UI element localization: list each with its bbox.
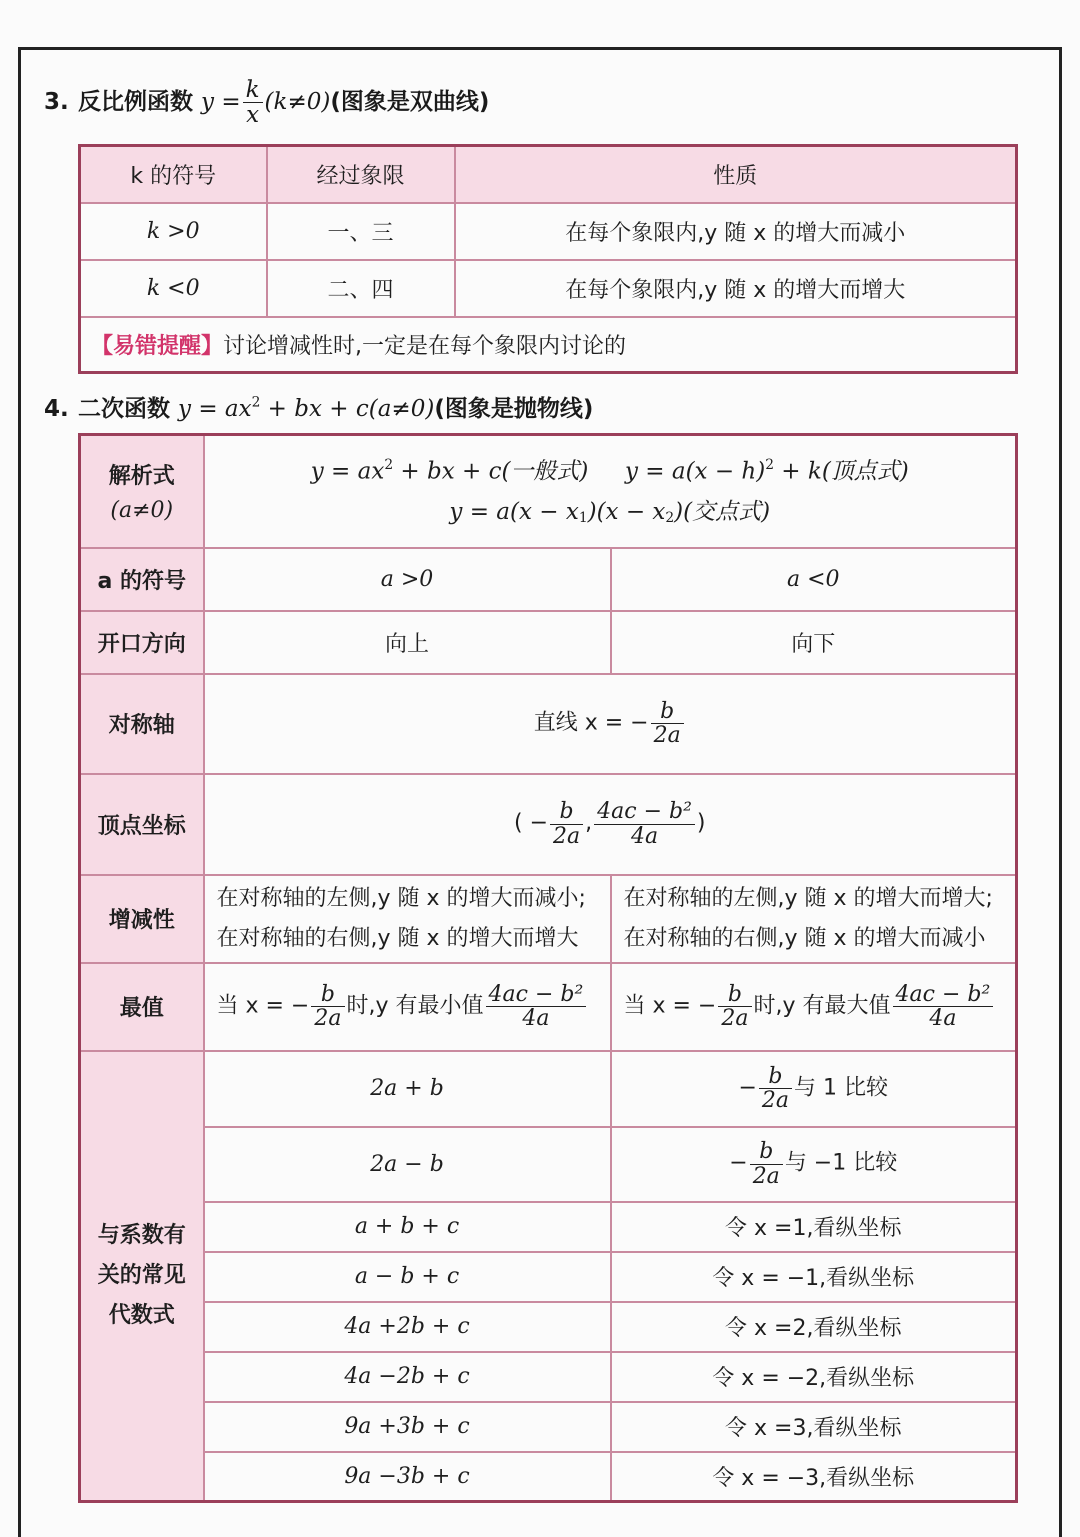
fraction-numerator: 4ac − b² [893, 983, 994, 1007]
monotonicity-row [80, 875, 1017, 963]
fraction-numerator: k [243, 78, 263, 103]
warning-cell [80, 317, 1017, 373]
coef-row [80, 1452, 1017, 1502]
table-row [80, 260, 1017, 317]
section-subtitle: (图象是抛物线) [434, 396, 594, 422]
sign-cell: k >0 [80, 203, 267, 260]
exponent: 2 [765, 457, 774, 474]
fraction [759, 1065, 792, 1112]
formula-condition: (a≠0) [368, 396, 435, 422]
header-cell: k 的符号 [80, 146, 267, 203]
coef-expr-cell: 9a −3b + c [204, 1452, 611, 1502]
vertex-cell [204, 774, 1017, 875]
axis-cell [204, 674, 1017, 774]
coef-row [80, 1127, 1017, 1202]
table-header-row [80, 146, 1017, 203]
text-line: 在对称轴的右侧,y 随 x 的增大而减小 [623, 925, 986, 951]
coef-expr-cell: 4a −2b + c [204, 1352, 611, 1402]
vertex-row [80, 774, 1017, 875]
row-label: 顶点坐标 [80, 774, 204, 875]
coef-row [80, 1252, 1017, 1302]
comma: , [585, 811, 593, 836]
coef-row [80, 1302, 1017, 1352]
fraction [243, 78, 263, 127]
coef-row [80, 1202, 1017, 1252]
coef-row [80, 1051, 1017, 1127]
expression-row [80, 435, 1017, 548]
section-number: 3. [44, 89, 69, 116]
coef-rule-cell [611, 1051, 1017, 1127]
coef-rule-cell: 令 x =2,看纵坐标 [611, 1302, 1017, 1352]
text-part: − [738, 1075, 757, 1101]
text-line: 在对称轴的右侧,y 随 x 的增大而增大 [216, 925, 579, 951]
paren-open: ( − [514, 811, 549, 836]
axis-row [80, 674, 1017, 774]
formula-part: y = ax [178, 396, 252, 422]
formula-part: y = ax [310, 458, 385, 485]
fraction-numerator: b [759, 1065, 792, 1089]
coef-expr-cell: 9a +3b + c [204, 1402, 611, 1452]
fraction-denominator: 2a [761, 1088, 790, 1113]
header-cell: 经过象限 [267, 146, 455, 203]
coef-expr-cell: a + b + c [204, 1202, 611, 1252]
row-label: 最值 [80, 963, 204, 1051]
coef-rule-cell: 令 x = −3,看纵坐标 [611, 1452, 1017, 1502]
coef-rule-cell: 令 x = −2,看纵坐标 [611, 1352, 1017, 1402]
row-label-line: (a≠0) [110, 498, 174, 524]
exponent: 2 [384, 457, 394, 474]
sign-cell: k <0 [80, 260, 267, 317]
quadratic-function-table [78, 433, 1018, 1503]
formula-condition: (k≠0) [264, 89, 331, 116]
fraction-numerator: b [718, 983, 751, 1007]
row-label-line: 关的常见 [97, 1262, 186, 1288]
table-row [80, 203, 1017, 260]
text-part: 时,y 有最小值 [346, 993, 484, 1019]
quadrant-cell: 一、三 [267, 203, 455, 260]
fraction-denominator: 2a [314, 1006, 342, 1031]
fraction [594, 800, 695, 847]
paren-close: ) [696, 811, 706, 836]
section-number: 4. [44, 396, 69, 422]
header-cell: 性质 [455, 146, 1017, 203]
fraction-denominator: 2a [553, 823, 581, 849]
opening-cell: 向下 [611, 611, 1017, 674]
fraction [893, 983, 994, 1030]
row-label: a 的符号 [80, 548, 204, 611]
fraction [750, 1140, 783, 1187]
opening-cell: 向上 [204, 611, 611, 674]
formula-part: + k(顶点式) [773, 458, 909, 485]
expression-cell [204, 435, 1017, 548]
row-label-line: 代数式 [108, 1302, 175, 1328]
warning-row [80, 317, 1017, 373]
coef-expr-cell: 4a +2b + c [204, 1302, 611, 1352]
exponent: 2 [251, 394, 261, 411]
coef-rule-cell: 令 x =1,看纵坐标 [611, 1202, 1017, 1252]
formula-part: + bx + c [260, 396, 369, 422]
text-part: 与 −1 比较 [784, 1151, 898, 1176]
text-part: 时,y 有最大值 [753, 993, 891, 1019]
fraction-numerator: b [311, 983, 344, 1007]
row-label: 增减性 [80, 875, 204, 963]
row-label [80, 1051, 204, 1502]
formula-lhs: y = [201, 89, 241, 116]
fraction-denominator: 2a [752, 1163, 780, 1189]
fraction-denominator: 4a [630, 823, 659, 849]
text-part: − [729, 1151, 748, 1176]
extreme-cell [204, 963, 611, 1051]
property-cell: 在每个象限内,y 随 x 的增大而减小 [455, 203, 1017, 260]
fraction-denominator: 2a [653, 723, 681, 748]
fraction-numerator: b [651, 700, 684, 724]
fraction [550, 800, 583, 847]
monotonicity-cell [204, 875, 611, 963]
sign-cell: a <0 [611, 548, 1017, 611]
fraction-numerator: b [750, 1140, 783, 1164]
subscript: 1 [578, 509, 588, 526]
section-subtitle: (图象是双曲线) [330, 89, 490, 116]
coef-expr-cell: 2a − b [204, 1127, 611, 1202]
property-cell: 在每个象限内,y 随 x 的增大而增大 [455, 260, 1017, 317]
formula-part: y = a(x − h) [624, 458, 766, 485]
text-line: 在对称轴的左侧,y 随 x 的增大而减小; [216, 885, 586, 911]
general-form [205, 445, 1016, 492]
section-title: 反比例函数 [78, 89, 193, 116]
warning-text: 讨论增减性时,一定是在每个象限内讨论的 [223, 333, 627, 359]
axis-prefix: 直线 x = − [533, 710, 649, 736]
coef-rule-cell [611, 1127, 1017, 1202]
sign-row [80, 548, 1017, 611]
formula-part: )(x − x [587, 498, 666, 525]
formula-part: y = a(x − x [449, 498, 579, 525]
fraction [486, 983, 587, 1030]
coef-row [80, 1402, 1017, 1452]
coef-row [80, 1352, 1017, 1402]
sign-cell: a >0 [204, 548, 611, 611]
row-label-line: 与系数有 [97, 1222, 186, 1248]
fraction [651, 700, 684, 747]
coef-rule-cell: 令 x =3,看纵坐标 [611, 1402, 1017, 1452]
text-part: 当 x = − [623, 993, 717, 1019]
monotonicity-cell [611, 875, 1017, 963]
fraction [718, 983, 751, 1030]
fraction-denominator: 4a [522, 1006, 550, 1031]
formula-part: + bx + c(一般式) [393, 458, 589, 485]
fraction-numerator: 4ac − b² [486, 983, 587, 1007]
extreme-row [80, 963, 1017, 1051]
text-part: 当 x = − [216, 993, 310, 1019]
section-3-heading [44, 78, 489, 127]
fraction-numerator: 4ac − b² [594, 800, 695, 824]
fraction-numerator: b [550, 800, 583, 824]
warning-tag: 【易错提醒】 [91, 333, 224, 359]
coef-expr-cell: a − b + c [204, 1252, 611, 1302]
row-label-line: 解析式 [108, 464, 175, 490]
formula-part: )(交点式) [674, 498, 771, 525]
coef-expr-cell: 2a + b [204, 1051, 611, 1127]
fraction-denominator: 2a [721, 1006, 749, 1031]
text-line: 在对称轴的左侧,y 随 x 的增大而增大; [623, 885, 993, 911]
text-part: 与 1 比较 [794, 1075, 889, 1101]
extreme-cell [611, 963, 1017, 1051]
section-4-heading [44, 390, 593, 423]
subscript: 2 [665, 509, 675, 526]
coef-rule-cell: 令 x = −1,看纵坐标 [611, 1252, 1017, 1302]
fraction-denominator: 4a [929, 1006, 957, 1031]
fraction-denominator: x [246, 102, 260, 129]
intercept-form [205, 492, 1016, 538]
row-label: 对称轴 [80, 674, 204, 774]
row-label: 开口方向 [80, 611, 204, 674]
inverse-function-table [78, 144, 1018, 374]
quadrant-cell: 二、四 [267, 260, 455, 317]
section-title: 二次函数 [78, 396, 170, 422]
fraction [311, 983, 344, 1030]
opening-row [80, 611, 1017, 674]
row-label [80, 435, 204, 548]
